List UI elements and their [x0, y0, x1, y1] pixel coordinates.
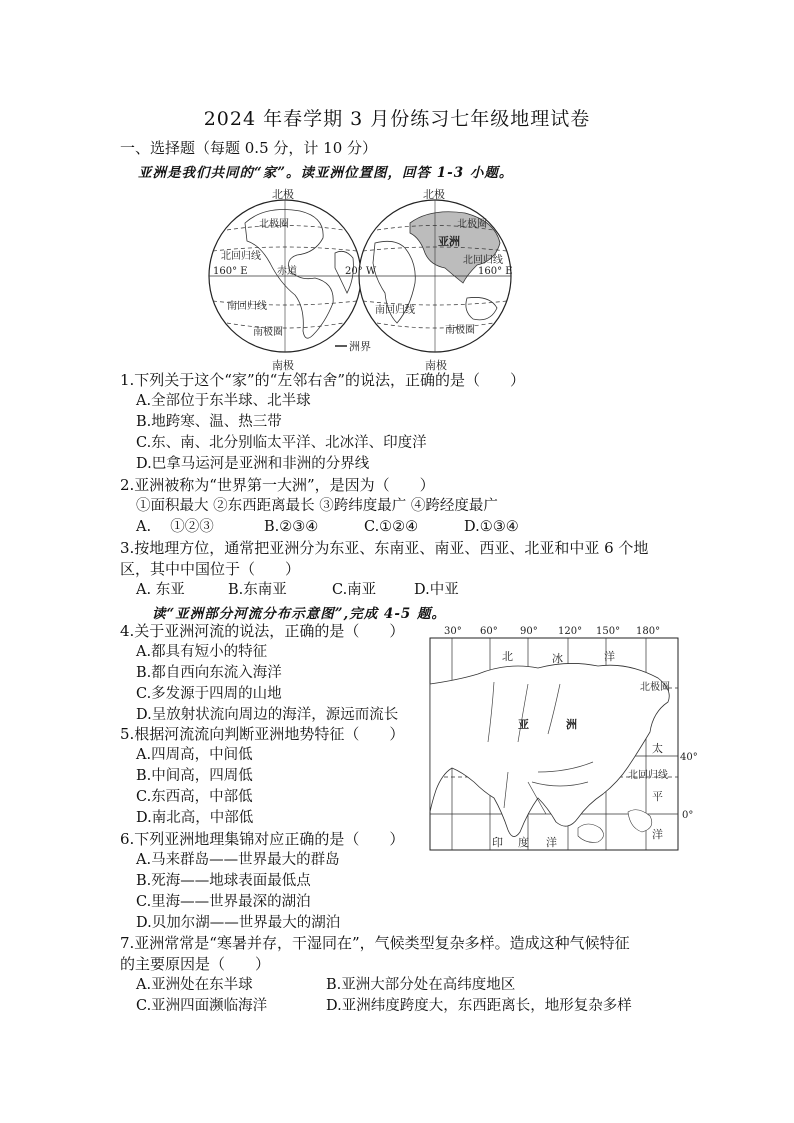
question-4-option-b[interactable]: B.都自西向东流入海洋 [136, 665, 282, 681]
question-6-stem: 6.下列亚洲地理集锦对应正确的是（ ） [120, 830, 405, 848]
question-7-stem-line2: 的主要原因是（ ） [120, 955, 271, 973]
arctic-circle-label-left: 北极圈 [259, 219, 289, 230]
question-2-option-d[interactable]: D.①③④ [464, 519, 519, 535]
arctic-circle-label-right: 北极圈 [457, 219, 487, 230]
south-pole-label-right: 南极 [425, 359, 447, 372]
question-7-option-b[interactable]: B.亚洲大部分处在高纬度地区 [326, 977, 516, 993]
asia-river-map [428, 622, 706, 854]
lat-label-40: 40° [680, 752, 698, 763]
question-7-stem-line1: 7.亚洲常常是“寒暑并存，干湿同在”，气候类型复杂多样。造成这种气候特征 [120, 934, 630, 952]
question-4-option-c[interactable]: C.多发源于四周的山地 [136, 686, 282, 702]
question-4-option-a[interactable]: A.都具有短小的特征 [136, 644, 268, 660]
ocean-north-char-1: 北 [502, 650, 513, 663]
continent-char-2: 洲 [566, 718, 577, 731]
question-1-option-a[interactable]: A.全部位于东半球、北半球 [136, 393, 311, 409]
asia-label: 亚洲 [438, 235, 460, 248]
lon-160e-label-left: 160° E [213, 266, 248, 277]
tropic-south-label-right: 南回归线 [375, 305, 415, 316]
lon-label-120: 120° [558, 626, 583, 637]
question-6-option-d[interactable]: D.贝加尔湖——世界最大的湖泊 [136, 915, 341, 931]
question-3-option-b[interactable]: B.东南亚 [228, 582, 287, 598]
question-3-stem-line1: 3.按地理方位，通常把亚洲分为东亚、东南亚、南亚、西亚、北亚和中亚 6 个地 [120, 539, 649, 557]
lon-20w-label: 20° W [345, 266, 377, 277]
continent-char-1: 亚 [518, 718, 529, 731]
question-2-stem: 2.亚洲被称为“世界第一大洲”，是因为（ ） [120, 476, 435, 494]
question-7-option-d[interactable]: D.亚洲纬度跨度大，东西距离长，地形复杂多样 [326, 998, 632, 1014]
question-2-items: ①面积最大 ②东西距离最长 ③跨纬度最广 ④跨经度最广 [136, 498, 498, 514]
section-heading: 一、选择题（每题 0.5 分，计 10 分） [120, 139, 378, 157]
lon-160e-label-right: 160° E [478, 266, 513, 277]
tropic-south-label-left: 南回归线 [227, 301, 267, 312]
page-title: 2024 年春学期 3 月份练习七年级地理试卷 [203, 108, 591, 130]
question-1-option-c[interactable]: C.东、南、北分别临太平洋、北冰洋、印度洋 [136, 435, 427, 451]
lon-label-150: 150° [596, 626, 621, 637]
question-7-option-c[interactable]: C.亚洲四面濒临海洋 [136, 998, 268, 1014]
tropic-north-label: 北回归线 [628, 770, 668, 781]
intro-instruction-1: 亚洲是我们共同的“家”。读亚洲位置图，回答 1-3 小题。 [138, 165, 514, 181]
lon-label-60: 60° [480, 626, 498, 637]
antarctic-circle-label-left: 南极圈 [253, 327, 283, 338]
boundary-legend-label: 洲界 [349, 340, 371, 353]
question-5-option-c[interactable]: C.东西高，中部低 [136, 789, 253, 805]
indian-char-2: 度 [518, 836, 529, 849]
lon-label-90: 90° [520, 626, 538, 637]
question-5-stem: 5.根据河流流向判断亚洲地势特征（ ） [120, 725, 405, 743]
question-2-option-c[interactable]: C.①②④ [364, 519, 419, 535]
question-1-option-d[interactable]: D.巴拿马运河是亚洲和非洲的分界线 [136, 456, 370, 472]
intro-instruction-2: 读“亚洲部分河流分布示意图”,完成 4-5 题。 [152, 606, 447, 622]
question-1-option-b[interactable]: B.地跨寒、温、热三带 [136, 414, 282, 430]
indian-char-1: 印 [492, 836, 503, 849]
ocean-north-char-2: 冰 [552, 652, 563, 665]
pacific-char-3: 洋 [652, 828, 663, 841]
question-2-option-a[interactable]: A. ①②③ [136, 519, 214, 535]
indian-char-3: 洋 [546, 836, 557, 849]
question-3-option-c[interactable]: C.南亚 [332, 582, 377, 598]
question-5-option-d[interactable]: D.南北高，中部低 [136, 810, 254, 826]
globe-location-map [205, 183, 513, 373]
arctic-circle-label: 北极圈 [640, 682, 670, 693]
equator-label: 赤道 [277, 266, 297, 277]
lon-label-30: 30° [444, 626, 462, 637]
tropic-north-label-right: 北回归线 [463, 255, 503, 266]
question-4-option-d[interactable]: D.呈放射状流向周边的海洋，源远而流长 [136, 707, 399, 723]
south-pole-label-left: 南极 [272, 359, 294, 372]
question-3-option-a[interactable]: A. 东亚 [136, 582, 185, 598]
question-5-option-a[interactable]: A.四周高，中间低 [136, 747, 253, 763]
question-6-option-a[interactable]: A.马来群岛——世界最大的群岛 [136, 852, 340, 868]
question-5-option-b[interactable]: B.中间高，四周低 [136, 768, 253, 784]
north-pole-label-right: 北极 [423, 188, 445, 201]
question-2-option-b[interactable]: B.②③④ [264, 519, 319, 535]
lat-label-0: 0° [682, 810, 694, 821]
ocean-north-char-3: 洋 [604, 650, 615, 663]
question-3-stem-line2: 区，其中中国位于（ ） [120, 560, 301, 578]
pacific-char-1: 太 [652, 742, 663, 755]
north-pole-label-left: 北极 [272, 188, 294, 201]
antarctic-circle-label-right: 南极圈 [445, 325, 475, 336]
pacific-char-2: 平 [652, 790, 663, 803]
question-6-option-c[interactable]: C.里海——世界最深的湖泊 [136, 894, 311, 910]
question-1-stem: 1.下列关于这个“家”的“左邻右舍”的说法，正确的是（ ） [120, 371, 525, 389]
question-7-option-a[interactable]: A.亚洲处在东半球 [136, 977, 253, 993]
tropic-north-label-left: 北回归线 [221, 251, 261, 262]
question-6-option-b[interactable]: B.死海——地球表面最低点 [136, 873, 311, 889]
question-4-stem: 4.关于亚洲河流的说法，正确的是（ ） [120, 622, 405, 640]
question-3-option-d[interactable]: D.中亚 [414, 582, 459, 598]
lon-label-180: 180° [636, 626, 661, 637]
